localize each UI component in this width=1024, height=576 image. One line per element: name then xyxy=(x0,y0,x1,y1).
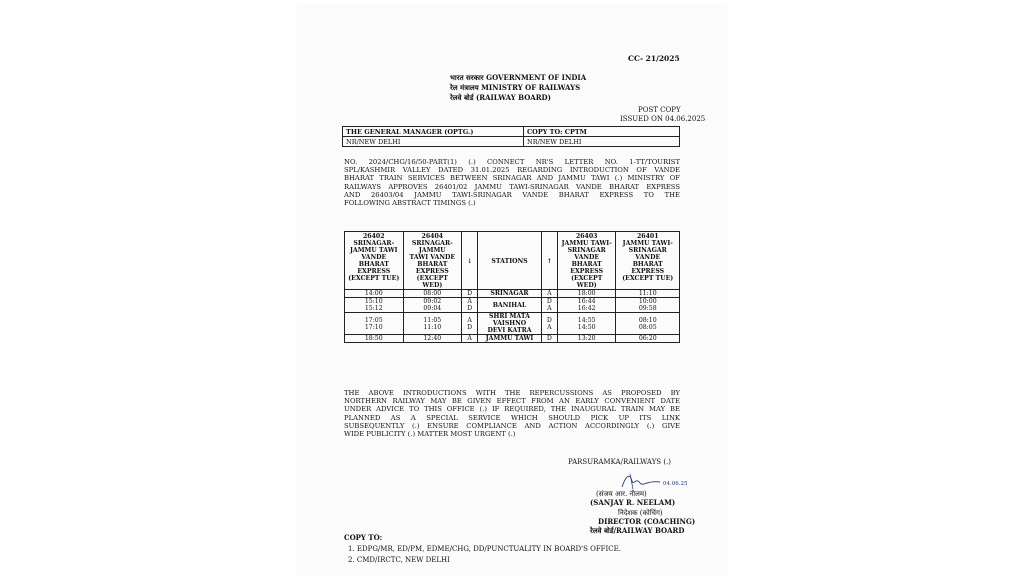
time-26403-cell xyxy=(557,298,616,313)
post-copy: POST COPY xyxy=(638,106,681,114)
copy-place: NR/NEW DELHI xyxy=(524,137,680,147)
para1-line: RAILWAYS APPROVES 26401/02 JAMMU TAWI-SRINAGAR VANDE BHARAT EXPRESS xyxy=(344,182,680,191)
document-page xyxy=(298,6,726,576)
signature-image xyxy=(620,471,662,491)
cell-text: D xyxy=(546,316,552,324)
cell-text: 16:42 xyxy=(577,305,596,312)
departure-26402-cell xyxy=(345,298,404,313)
header-text: EXPRESS xyxy=(415,268,449,275)
cell-text: 15:10 xyxy=(364,298,383,305)
departure-26402-cell xyxy=(345,335,404,343)
copy-to-item: 1. EDPG/MR, ED/PM, EDME/CHG, DD/PUNCTUALITY IN BOARD'S OFFICE. xyxy=(348,545,621,553)
para2-line: UNDER ADVICE TO THIS OFFICE (.) IF REQUIRED, THE INAUGURAL TRAIN MAY BE xyxy=(344,405,680,414)
header-text: VANDE xyxy=(574,254,600,261)
header-text: ↑ xyxy=(546,257,552,265)
cell-text: 15:12 xyxy=(364,305,383,312)
cell-text: 06:20 xyxy=(638,335,657,342)
para1-line: NO. 2024/CHG/16/50-PART(1) (.) CONNECT NR'S LETTER NO. 1-TT/TOURIST xyxy=(344,158,680,166)
cell-text: A xyxy=(547,290,552,297)
instruction-paragraph xyxy=(344,389,680,438)
copy-to-item: 2. CMD/IRCTC, NEW DELHI xyxy=(348,556,450,564)
para1-line: FOLLOWING ABSTRACT TIMINGS (.) xyxy=(344,199,476,208)
board-line xyxy=(450,94,551,102)
cell-text: 09:04 xyxy=(423,305,442,312)
para1-line: AND 26403/04 JAMMU TAWI-SRINAGAR VANDE BHARAT EXPRESS TO THE xyxy=(344,190,680,199)
cell-text: SHRI MATA xyxy=(489,313,530,320)
cell-text: 14:55 xyxy=(577,316,596,324)
time-26401-cell xyxy=(616,290,680,298)
para1-line: BHARAT TRAIN SERVICES BETWEEN SRINAGAR AND JAMMU TAWI (.) MINISTRY OF xyxy=(344,174,680,183)
cell-text: 14:00 xyxy=(364,290,383,297)
cell-text: 12:40 xyxy=(423,335,442,342)
header-text: WED) xyxy=(422,282,443,289)
timetable-header-cell xyxy=(616,232,680,290)
signatory-name: (SANJAY R. NEELAM) xyxy=(590,498,676,507)
time-26403-cell xyxy=(557,290,616,298)
reference-number: CC- 21/2025 xyxy=(628,54,680,63)
cell-text: D xyxy=(546,298,552,305)
arr-dep-down-cell xyxy=(462,313,478,335)
signatory-hindi-name: (संजय आर. नीलम) xyxy=(596,490,647,498)
header-text: WED) xyxy=(576,282,597,289)
header-text: 26401 xyxy=(636,233,659,240)
cell-text: 11:10 xyxy=(423,323,442,331)
departure-26404-cell xyxy=(403,313,462,335)
station-name-cell xyxy=(478,290,542,298)
time-26401-cell xyxy=(616,335,680,343)
cell-text: 13:20 xyxy=(577,335,596,342)
cell-text: SRINAGAR xyxy=(490,290,529,297)
para1-line: SPL/KASHMIR VALLEY DATED 31.01.2025 REGARDING INTRODUCTION OF VANDE xyxy=(344,166,680,175)
cell-text: 17:05 xyxy=(364,316,383,324)
timetable-header-cell xyxy=(345,232,404,290)
time-26403-cell xyxy=(557,313,616,335)
arr-dep-up-cell xyxy=(541,335,557,343)
timetable-row xyxy=(345,298,680,313)
board-hindi: रेलवे बोर्ड xyxy=(450,93,474,102)
departure-26404-cell xyxy=(403,298,462,313)
cell-text: 09:02 xyxy=(423,298,442,305)
header-text: VANDE BHARAT xyxy=(358,254,389,268)
sender-line: PARSURAMKA/RAILWAYS (.) xyxy=(568,458,672,466)
issued-on: ISSUED ON 04.06.2025 xyxy=(620,115,706,123)
gov-line xyxy=(450,74,586,82)
timetable xyxy=(344,231,680,343)
header-text: EXPRESS xyxy=(570,268,604,275)
departure-26402-cell xyxy=(345,290,404,298)
header-text: SRINAGAR xyxy=(628,247,667,254)
timetable-row xyxy=(345,313,680,335)
cell-text: 18:00 xyxy=(577,290,596,297)
to-addressee: THE GENERAL MANAGER (OPTG.) xyxy=(343,127,524,137)
header-text: SRINAGAR xyxy=(567,247,606,254)
header-text: 26404 xyxy=(421,233,444,240)
copy-to-addressee: COPY TO: CPTM xyxy=(524,127,680,137)
para2-line: WIDE PUBLICITY (.) MATTER MOST URGENT (.) xyxy=(344,430,516,439)
cell-text: 16:44 xyxy=(577,298,596,305)
cell-text: D xyxy=(546,335,552,342)
cell-text: 08:10 xyxy=(638,316,657,324)
header-text: JAMMU TAWI- xyxy=(561,240,612,247)
copy-to-heading: COPY TO: xyxy=(344,533,383,542)
timetable-header-cell xyxy=(478,232,542,290)
cell-text: A xyxy=(467,316,472,324)
cell-text: JAMMU TAWI xyxy=(485,335,534,342)
header-text: JAMMU TAWI xyxy=(349,247,398,254)
header-text: 26403 xyxy=(575,233,598,240)
header-text: BHARAT xyxy=(632,261,663,268)
cell-text: VAISHNO xyxy=(492,320,527,327)
header-text: SRINAGAR- xyxy=(411,240,453,247)
arr-dep-up-cell xyxy=(541,313,557,335)
arr-dep-up-cell xyxy=(541,298,557,313)
header-text: JAMMU TAWI- xyxy=(622,240,673,247)
cell-text: A xyxy=(467,335,472,342)
board-english: (RAILWAY BOARD) xyxy=(475,93,551,102)
arr-dep-down-cell xyxy=(462,335,478,343)
arr-dep-up-cell xyxy=(541,290,557,298)
ministry-line xyxy=(450,84,580,92)
cell-text: A xyxy=(467,298,472,305)
header-text: (EXCEPT TUE) xyxy=(348,275,400,282)
header-text: STATIONS xyxy=(491,257,528,265)
station-name-cell xyxy=(478,298,542,313)
header-text: (EXCEPT xyxy=(571,275,603,282)
timetable-header-cell xyxy=(462,232,478,290)
signatory-board: रेलवे बोर्ड/RAILWAY BOARD xyxy=(590,526,685,535)
para2-line: PLANNED AS A SPECIAL SERVICE WHICH SHOULD PICK UP ITS LINK xyxy=(344,413,680,422)
cell-text: 08:05 xyxy=(638,323,657,331)
cell-text: 11:10 xyxy=(638,290,657,297)
timetable-header-cell xyxy=(541,232,557,290)
timetable-header-row xyxy=(345,232,680,290)
address-table xyxy=(342,126,680,147)
cell-text: D xyxy=(467,290,473,297)
cell-text: A xyxy=(547,323,552,331)
departure-26404-cell xyxy=(403,290,462,298)
cell-text: 11:05 xyxy=(423,316,442,324)
station-name-cell xyxy=(478,335,542,343)
time-26403-cell xyxy=(557,335,616,343)
station-name-cell xyxy=(478,313,542,335)
time-26401-cell xyxy=(616,313,680,335)
header-text: BHARAT xyxy=(571,261,602,268)
to-place: NR/NEW DELHI xyxy=(343,137,524,147)
cell-text: BANIHAL xyxy=(492,301,527,309)
header-text: TAWI VANDE xyxy=(409,254,456,261)
para2-line: SUBSEQUENTLY (.) ENSURE COMPLIANCE AND ACTION ACCORDINGLY (.) GIVE xyxy=(344,421,680,430)
header-text: (EXCEPT TUE) xyxy=(622,275,674,282)
cell-text: 09:58 xyxy=(638,305,657,312)
header-text: EXPRESS xyxy=(631,268,665,275)
header-text: EXPRESS xyxy=(357,268,391,275)
header-text: ↓ xyxy=(467,257,473,265)
header-text: VANDE xyxy=(635,254,661,261)
header-text: BHARAT xyxy=(417,261,448,268)
timetable-row xyxy=(345,290,680,298)
para2-line: THE ABOVE INTRODUCTIONS WITH THE REPERCUSSIONS AS PROPOSED BY xyxy=(344,389,680,397)
departure-26404-cell xyxy=(403,335,462,343)
cell-text: 18:50 xyxy=(364,335,383,342)
timetable-header-cell xyxy=(557,232,616,290)
arr-dep-down-cell xyxy=(462,298,478,313)
header-text: SRINAGAR- xyxy=(353,240,395,247)
cell-text: A xyxy=(547,305,552,312)
para2-line: NORTHERN RAILWAY MAY BE GIVEN EFFECT FROM AN EARLY CONVENIENT DATE xyxy=(344,397,680,406)
cell-text: 10:00 xyxy=(638,298,657,305)
subject-paragraph xyxy=(344,158,680,207)
ministry-hindi: रेल मंत्रालय xyxy=(450,83,479,92)
timetable-row xyxy=(345,335,680,343)
gov-english: GOVERNMENT OF INDIA xyxy=(486,73,587,82)
ministry-english: MINISTRY OF RAILWAYS xyxy=(481,83,581,92)
cell-text: D xyxy=(467,323,473,331)
signatory-title: DIRECTOR (COACHING) xyxy=(598,517,696,526)
cell-text: 14:50 xyxy=(577,323,596,331)
cell-text: DEVI KATRA xyxy=(487,327,532,334)
cell-text: D xyxy=(467,305,473,312)
time-26401-cell xyxy=(616,298,680,313)
header-text: JAMMU xyxy=(418,247,446,254)
arr-dep-down-cell xyxy=(462,290,478,298)
gov-hindi: भारत सरकार xyxy=(450,73,484,82)
cell-text: 17:10 xyxy=(364,323,383,331)
timetable-header-cell xyxy=(403,232,462,290)
signatory-hindi-title: निदेशक (कोचिंग) xyxy=(618,509,663,517)
departure-26402-cell xyxy=(345,313,404,335)
signature-date: 04.06.25 xyxy=(663,481,688,487)
cell-text: 08:00 xyxy=(423,290,442,297)
header-text: 26402 xyxy=(363,233,385,240)
header-text: (EXCEPT xyxy=(416,275,448,282)
